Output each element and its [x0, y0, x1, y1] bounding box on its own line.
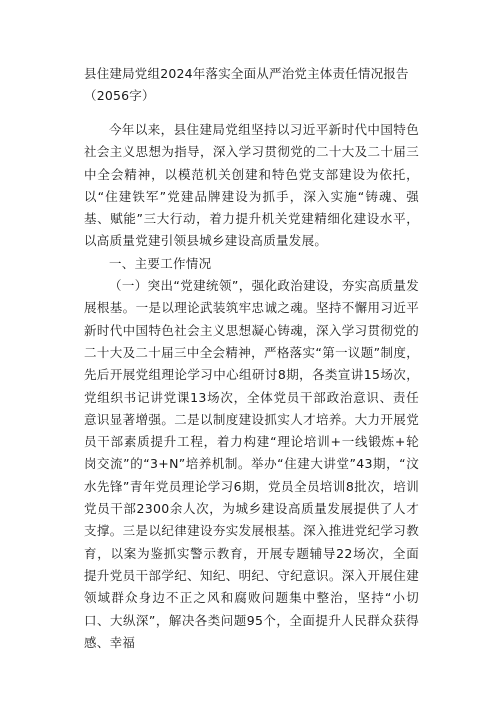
document-title: 县住建局党组2024年落实全面从严治党主体责任情况报告（2056字） [84, 66, 409, 103]
subsection-body: 一是以理论武装筑牢忠诚之魂。坚持不懈用习近平新时代中国特色社会主义思想凝心铸魂，深入学习贯彻党的二十大及二十届三中全会精神，严格落实“第一议题”制度，先后开展党组理论学习中心组研讨8期，各类宣讲15场次，党组织书记讲党课13场次，全体党员干部政治意识、责任意识显著增强。二是以制度建设抓实人才培养。大力开展党员干部素质提升工程，着力构建“理论培训+一线锻炼+轮岗交流”的“3+N”培养机制。举办“住建大讲堂”43期，“汶水先锋”青年党员理论学习6期，党员全员培训8批次，培训党员干部2300余人次，为城乡建设高质量发展提供了人才支撑。三是以纪律建设夯实发展根基。深入推进党纪学习教育，以案为鉴抓实警示教育，开展专题辅导22场次，全面提升党员干部学纪、知纪、明纪、守纪意识。深入开展住建领域群众身边不正之风和腐败问题集中整治，坚持“小切口、大纵深”，解决各类问题95个，全面提升人民群众获得感、幸福 [84, 300, 420, 650]
document-page [84, 63, 419, 654]
subsection-paragraph [84, 275, 419, 654]
section-heading: 一、主要工作情况 [109, 255, 212, 271]
subsection-heading: （一）突出“党建统领”，强化政治建设，夯实高质量发展根基。 [84, 278, 419, 316]
intro-paragraph: 今年以来，县住建局党组坚持以习近平新时代中国特色社会主义思想为指导，深入学习贯彻党的二十大及二十届三中全会精神，以模范机关创建和特色党支部建设为依托，以“住建铁军”党建品牌建设为抓手，深入实施“铸魂、强基、赋能”三大行动，着力提升机关党建精细化建设水平，以高质量党建引领县城乡建设高质量发展。 [84, 122, 419, 249]
